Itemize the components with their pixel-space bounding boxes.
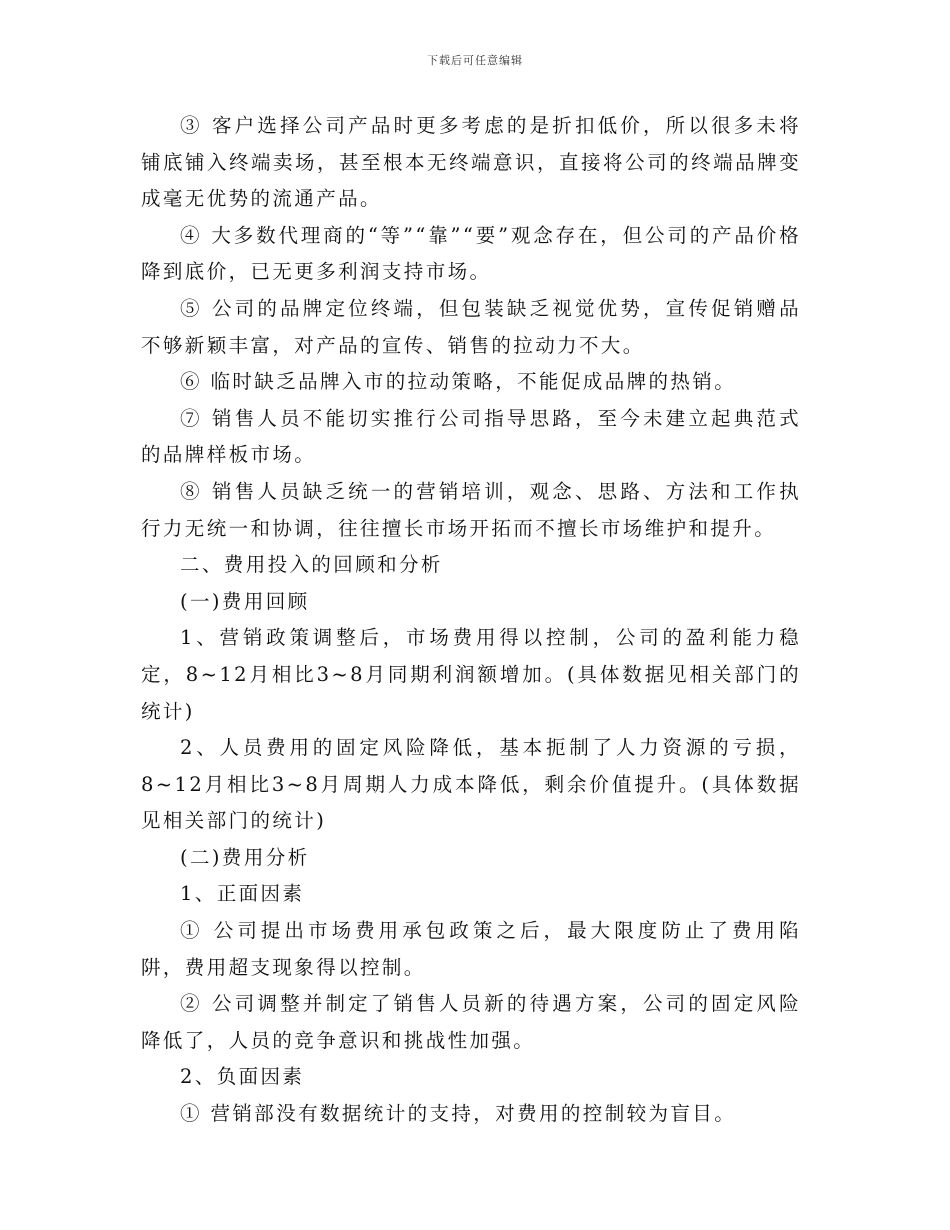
paragraph-issue-6: ⑥ 临时缺乏品牌入市的拉动策略，不能促成品牌的热销。 bbox=[180, 370, 737, 394]
paragraph-cost-review-1: 1、营销政策调整后，市场费用得以控制，公司的盈利能力稳定，8~12月相比3~8月同期利润额增加。(具体数据见相关部门的统计) bbox=[141, 626, 801, 723]
paragraph-cost-review-2: 2、人员费用的固定风险降低，基本扼制了人力资源的亏损，8~12月相比3~8月周期人力成本降低，剩余价值提升。(具体数据见相关部门的统计) bbox=[141, 736, 801, 833]
heading-positive-factors: 1、正面因素 bbox=[180, 882, 305, 906]
page-header-note: 下载后可任意编辑 bbox=[427, 54, 523, 67]
paragraph-issue-7: ⑦ 销售人员不能切实推行公司指导思路，至今未建立起典范式的品牌样板市场。 bbox=[141, 406, 801, 467]
paragraph-issue-8: ⑧ 销售人员缺乏统一的营销培训，观念、思路、方法和工作执行力无统一和协调，往往擅长市场开拓而不擅长市场维护和提升。 bbox=[141, 479, 801, 540]
subsection-heading-cost-analysis: (二)费用分析 bbox=[180, 845, 310, 869]
paragraph-positive-1: ① 公司提出市场费用承包政策之后，最大限度防止了费用陷阱，费用超支现象得以控制。 bbox=[141, 919, 801, 979]
paragraph-issue-4: ④ 大多数代理商的“等”“靠”“要”观念存在，但公司的产品价格降到底价，已无更多利润支持市场。 bbox=[141, 223, 801, 284]
heading-negative-factors: 2、负面因素 bbox=[180, 1065, 305, 1089]
paragraph-issue-5: ⑤ 公司的品牌定位终端，但包装缺乏视觉优势，宣传促销赠品不够新颖丰富，对产品的宣传、销售的拉动力不大。 bbox=[141, 296, 801, 357]
subsection-heading-cost-review: (一)费用回顾 bbox=[180, 589, 310, 613]
paragraph-positive-2: ② 公司调整并制定了销售人员新的待遇方案，公司的固定风险降低了，人员的竞争意识和挑战性加强。 bbox=[141, 992, 801, 1052]
document-body bbox=[141, 108, 801, 1133]
paragraph-negative-1: ① 营销部没有数据统计的支持，对费用的控制较为盲目。 bbox=[180, 1102, 737, 1126]
section-heading-cost-review: 二、费用投入的回顾和分析 bbox=[180, 553, 443, 577]
paragraph-issue-3: ③ 客户选择公司产品时更多考虑的是折扣低价，所以很多未将铺底铺入终端卖场，甚至根本无终端意识，直接将公司的终端品牌变成毫无优势的流通产品。 bbox=[141, 114, 801, 211]
